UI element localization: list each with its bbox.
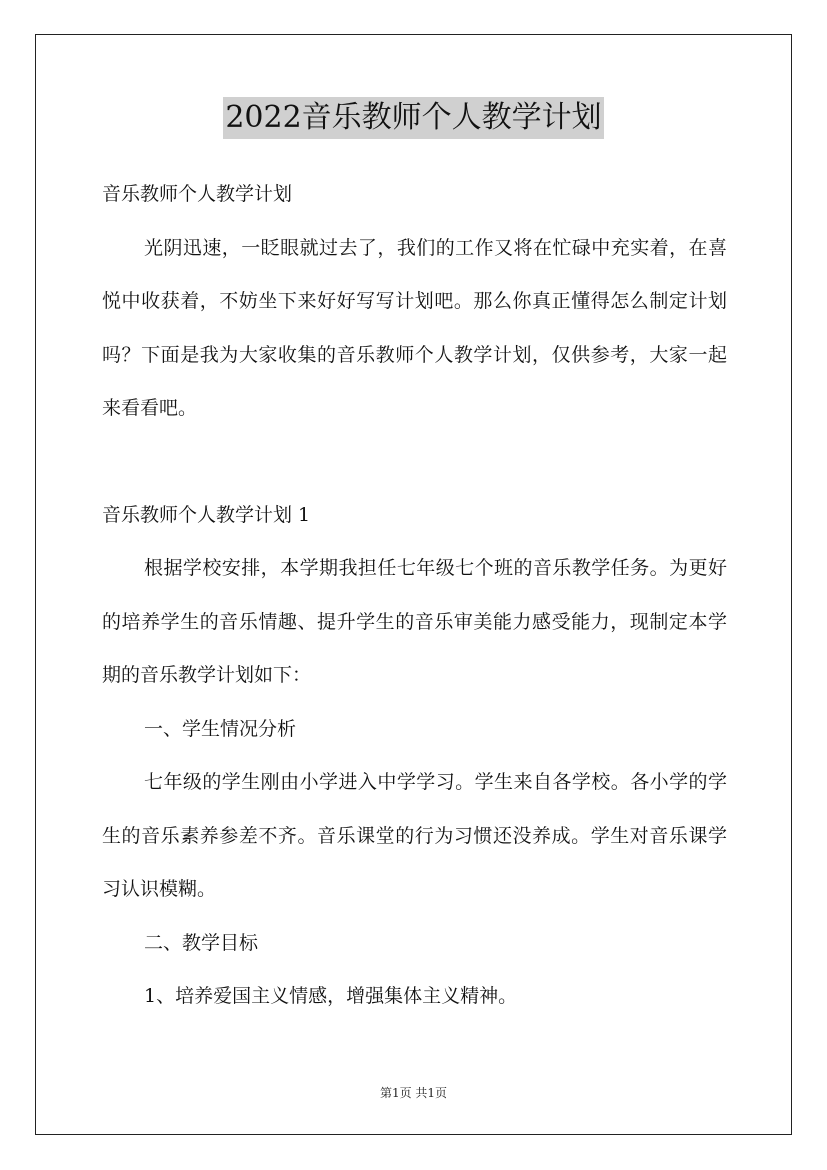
title-container	[0, 97, 827, 139]
heading-teaching-goals: 二、教学目标	[144, 931, 259, 954]
student-analysis-paragraph: 七年级的学生刚由小学进入中学学习。学生来自各学校。各小学的学生的音乐素养参差不齐。音乐课堂的行为习惯还没养成。学生对音乐课学习认识模糊。	[102, 771, 727, 900]
subtitle-paragraph: 音乐教师个人教学计划	[102, 183, 293, 205]
section-gap	[102, 436, 727, 489]
page-footer: 第1页 共1页	[379, 1086, 448, 1100]
goal-item-1: 1、培养爱国主义情感，增强集体主义精神。	[144, 985, 518, 1007]
section-heading-plan-1: 音乐教师个人教学计划 1	[102, 503, 311, 526]
document-body	[102, 168, 727, 1024]
plan-intro-paragraph: 根据学校安排，本学期我担任七年级七个班的音乐教学任务。为更好的培养学生的音乐情趣、提升学生的音乐审美能力感受能力，现制定本学期的音乐教学计划如下：	[102, 557, 727, 686]
document-title: 2022音乐教师个人教学计划	[223, 97, 603, 139]
intro-paragraph: 光阴迅速，一眨眼就过去了，我们的工作又将在忙碌中充实着，在喜悦中收获着，不妨坐下来好好写写计划吧。那么你真正懂得怎么制定计划吗？下面是我为大家收集的音乐教师个人教学计划，仅供参考，大家一起来看看吧。	[102, 236, 727, 419]
heading-student-analysis: 一、学生情况分析	[144, 717, 297, 740]
